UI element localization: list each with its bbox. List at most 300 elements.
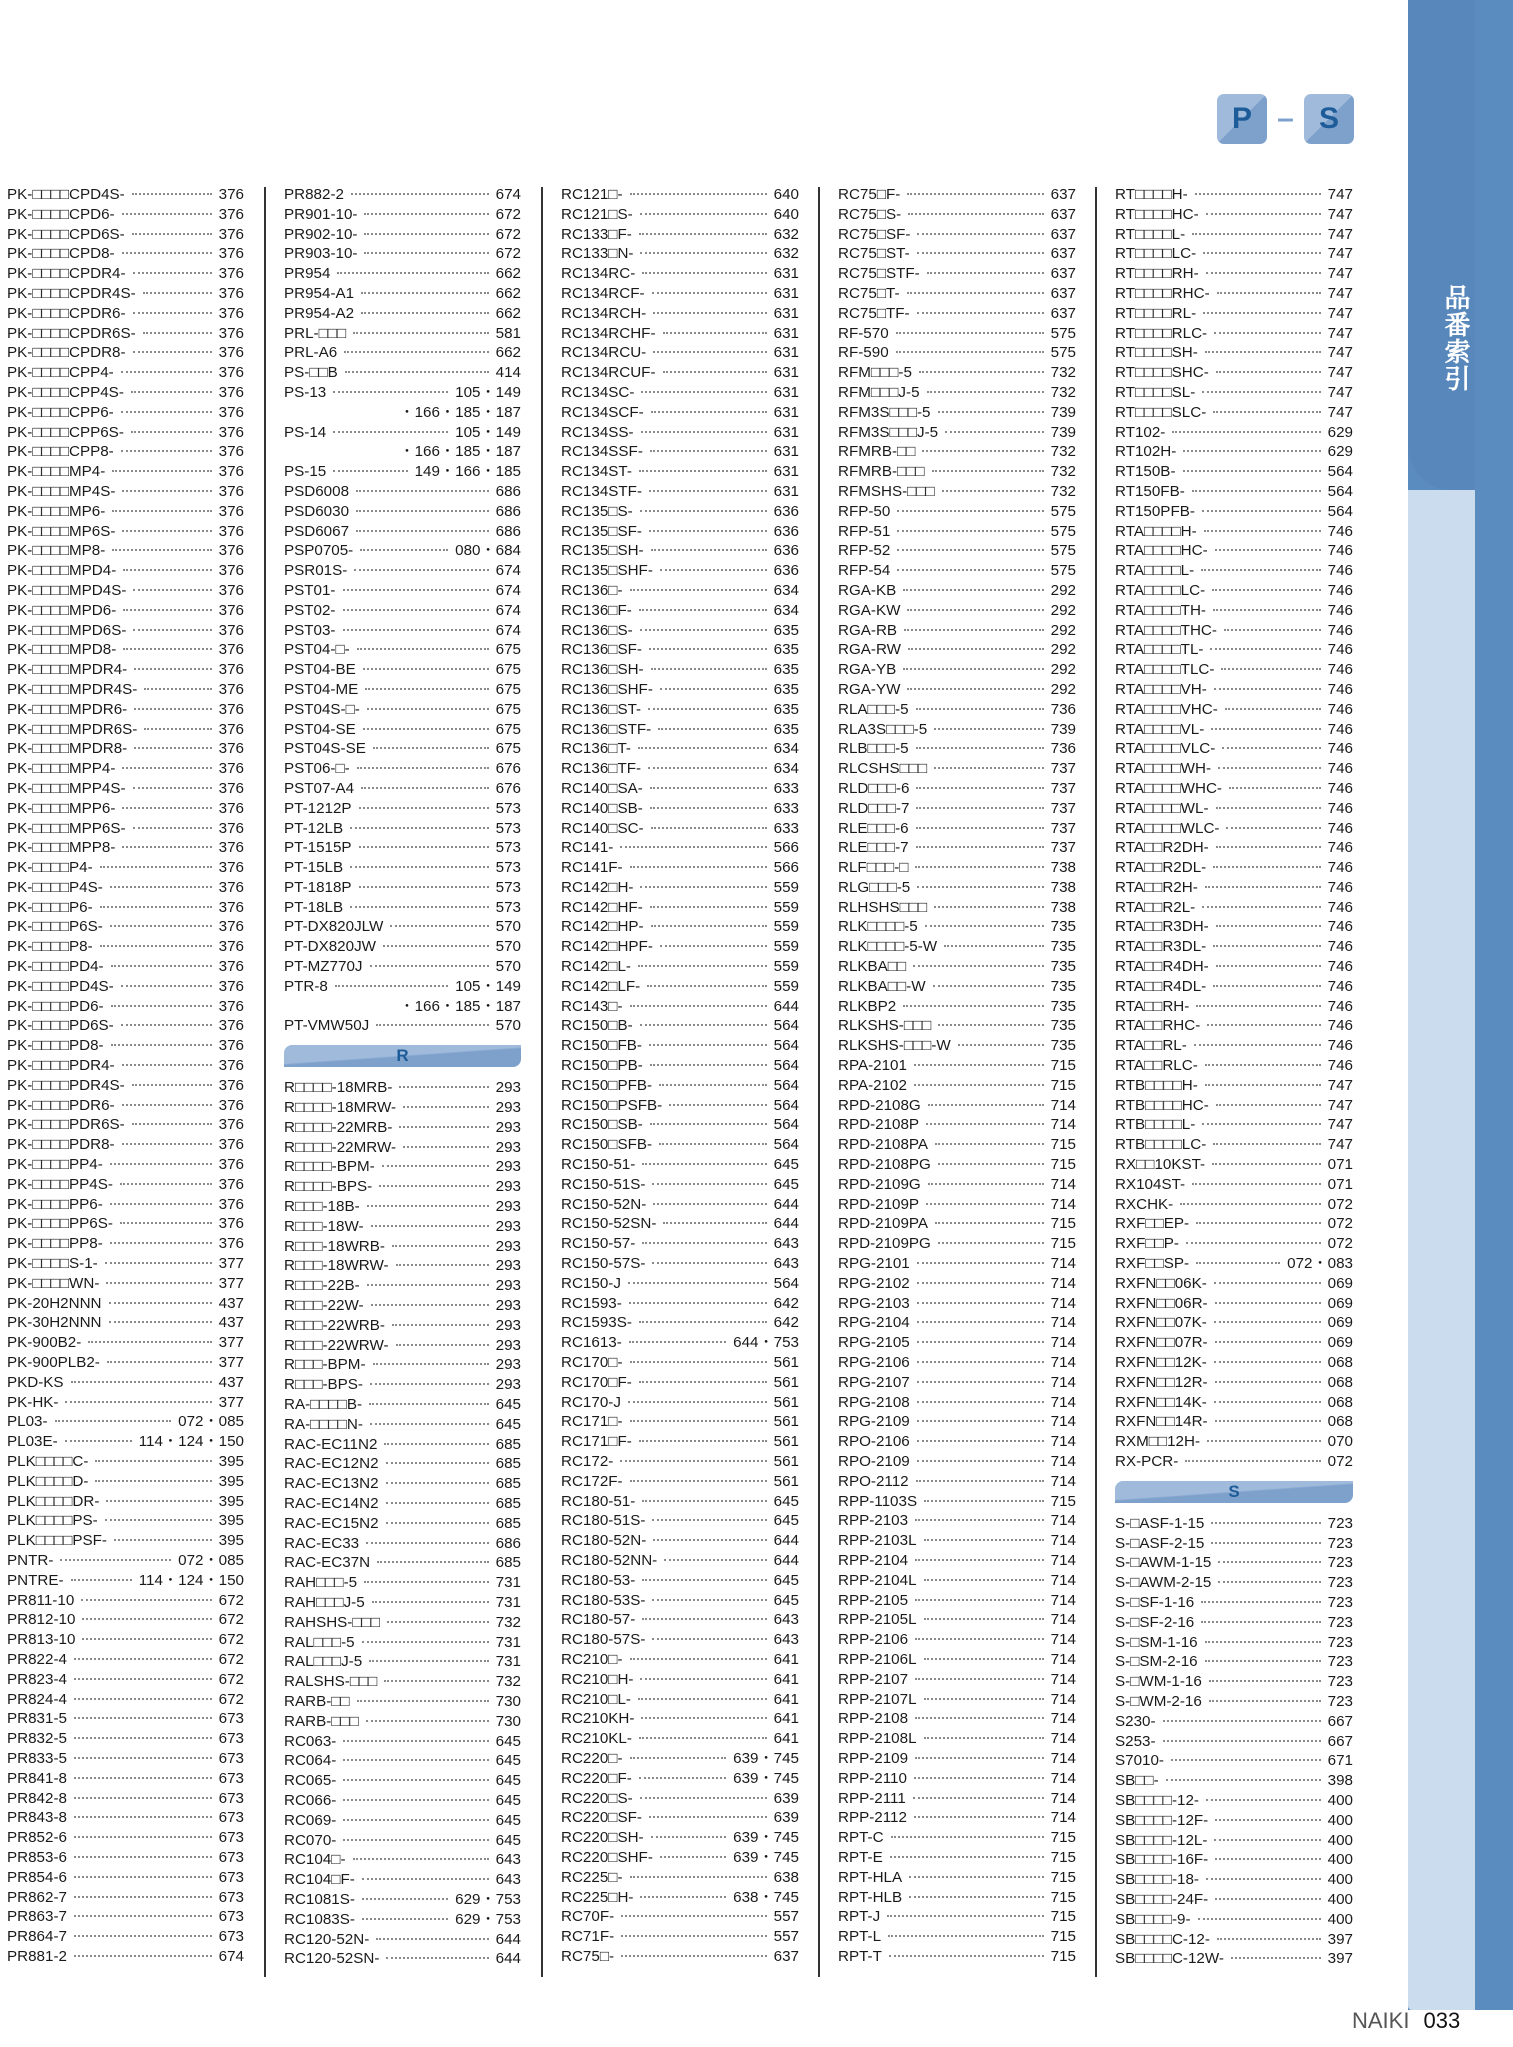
page-reference[interactable]: 746 [1327, 522, 1353, 540]
index-entry[interactable] [561, 957, 799, 977]
index-entry[interactable] [1115, 383, 1353, 403]
page-reference[interactable]: 675 [495, 661, 521, 679]
index-entry[interactable] [1115, 1910, 1353, 1930]
page-reference[interactable]: 731 [495, 1574, 521, 1592]
page-reference[interactable]: 685 [495, 1475, 521, 1493]
page-reference[interactable]: 376 [218, 1215, 244, 1233]
index-entry[interactable] [838, 779, 1076, 799]
page-reference[interactable]: 685 [495, 1435, 521, 1453]
page-reference[interactable]: 561 [773, 1433, 799, 1451]
index-entry[interactable] [7, 640, 244, 660]
page-reference[interactable]: 631 [773, 482, 799, 500]
index-entry[interactable] [561, 739, 799, 759]
index-entry[interactable] [838, 799, 1076, 819]
index-entry[interactable] [284, 1771, 521, 1791]
index-entry[interactable] [7, 898, 244, 918]
page-reference[interactable]: 674 [495, 562, 521, 580]
index-entry[interactable] [838, 403, 1076, 423]
page-reference[interactable]: 645 [495, 1791, 521, 1809]
index-entry[interactable] [561, 1135, 799, 1155]
page-reference[interactable]: 292 [1050, 661, 1076, 679]
index-entry[interactable] [7, 1511, 244, 1531]
page-reference[interactable]: 293 [495, 1297, 521, 1315]
index-entry[interactable] [838, 1670, 1076, 1690]
index-entry[interactable] [561, 898, 799, 918]
page-reference[interactable]: 069 [1327, 1274, 1353, 1292]
page-reference[interactable]: 575 [1050, 324, 1076, 342]
index-entry[interactable] [561, 343, 799, 363]
page-reference[interactable]: 645 [773, 1512, 799, 1530]
index-entry[interactable] [561, 1452, 799, 1472]
index-entry[interactable] [284, 185, 521, 205]
page-reference[interactable]: 072・083 [1287, 1255, 1353, 1273]
page-reference[interactable]: 638・745 [733, 1888, 799, 1906]
page-reference[interactable]: 376 [218, 225, 244, 243]
index-entry[interactable] [838, 522, 1076, 542]
page-reference[interactable]: 376 [218, 918, 244, 936]
page-reference[interactable]: 714 [1050, 1433, 1076, 1451]
page-reference[interactable]: 674 [218, 1947, 244, 1965]
index-entry[interactable] [1115, 1115, 1353, 1135]
index-entry[interactable] [561, 1036, 799, 1056]
index-entry[interactable] [561, 324, 799, 344]
index-entry[interactable] [838, 225, 1076, 245]
page-reference[interactable]: 376 [218, 760, 244, 778]
index-entry[interactable] [284, 304, 521, 324]
page-reference[interactable]: 746 [1327, 898, 1353, 916]
index-entry[interactable] [284, 502, 521, 522]
page-reference[interactable]: 746 [1327, 839, 1353, 857]
page-reference[interactable]: 071 [1327, 1156, 1353, 1174]
index-entry[interactable] [1115, 799, 1353, 819]
index-entry[interactable] [1115, 917, 1353, 937]
index-entry[interactable] [561, 1808, 799, 1828]
page-reference[interactable]: 397 [1327, 1950, 1353, 1968]
index-entry[interactable] [7, 225, 244, 245]
index-entry[interactable] [284, 621, 521, 641]
index-entry[interactable] [838, 1729, 1076, 1749]
page-reference[interactable]: 293 [495, 1118, 521, 1136]
page-reference[interactable]: 068 [1327, 1354, 1353, 1372]
page-reference[interactable]: 714 [1050, 1195, 1076, 1213]
index-entry[interactable] [838, 1036, 1076, 1056]
page-reference[interactable]: 400 [1327, 1890, 1353, 1908]
page-reference[interactable]: 674 [495, 601, 521, 619]
page-reference[interactable]: 633 [773, 819, 799, 837]
page-reference[interactable]: 675 [495, 680, 521, 698]
page-reference[interactable]: 746 [1327, 938, 1353, 956]
page-reference[interactable]: 746 [1327, 680, 1353, 698]
index-entry[interactable] [7, 442, 244, 462]
page-reference[interactable]: 376 [218, 1037, 244, 1055]
index-entry[interactable] [284, 1910, 521, 1930]
index-entry[interactable] [284, 739, 521, 759]
page-reference[interactable]: 636 [773, 542, 799, 560]
page-reference[interactable]: 714 [1050, 1413, 1076, 1431]
index-entry[interactable] [561, 423, 799, 443]
index-entry[interactable] [838, 1432, 1076, 1452]
index-entry[interactable] [561, 363, 799, 383]
page-reference[interactable]: 686 [495, 1534, 521, 1552]
index-entry[interactable] [561, 1650, 799, 1670]
index-entry[interactable] [7, 1828, 244, 1848]
page-reference[interactable]: 714 [1050, 1116, 1076, 1134]
index-entry[interactable] [284, 1751, 521, 1771]
index-entry[interactable] [561, 660, 799, 680]
index-entry[interactable] [561, 1571, 799, 1591]
page-reference[interactable]: 376 [218, 601, 244, 619]
page-reference[interactable]: 376 [218, 779, 244, 797]
page-reference[interactable]: 714 [1050, 1611, 1076, 1629]
page-reference[interactable]: 634 [773, 601, 799, 619]
page-reference[interactable]: 629・753 [455, 1910, 521, 1928]
page-reference[interactable]: 746 [1327, 621, 1353, 639]
page-reference[interactable]: 293 [495, 1237, 521, 1255]
index-entry[interactable] [838, 1888, 1076, 1908]
page-reference[interactable]: 730 [495, 1692, 521, 1710]
index-entry[interactable] [561, 1076, 799, 1096]
index-entry[interactable] [7, 1313, 244, 1333]
index-entry[interactable] [561, 383, 799, 403]
page-reference[interactable]: 746 [1327, 700, 1353, 718]
page-reference[interactable]: 376 [218, 324, 244, 342]
index-entry[interactable] [1115, 700, 1353, 720]
index-entry[interactable] [838, 284, 1076, 304]
page-reference[interactable]: 559 [773, 898, 799, 916]
page-reference[interactable]: 686 [495, 522, 521, 540]
index-entry[interactable] [7, 1789, 244, 1809]
index-entry[interactable] [1115, 1452, 1353, 1472]
page-reference[interactable]: 072・085 [178, 1413, 244, 1431]
index-entry[interactable] [1115, 1234, 1353, 1254]
index-entry[interactable] [7, 1670, 244, 1690]
index-entry[interactable] [838, 1610, 1076, 1630]
index-entry[interactable] [284, 225, 521, 245]
page-reference[interactable]: 564 [773, 1076, 799, 1094]
index-entry[interactable] [561, 561, 799, 581]
page-reference[interactable]: 747 [1327, 383, 1353, 401]
page-reference[interactable]: 645 [495, 1772, 521, 1790]
page-reference[interactable]: 376 [218, 641, 244, 659]
index-entry[interactable] [1115, 1514, 1353, 1534]
index-entry[interactable] [284, 1256, 521, 1276]
index-entry[interactable] [838, 640, 1076, 660]
index-entry[interactable] [7, 343, 244, 363]
index-entry[interactable] [284, 1435, 521, 1455]
page-reference[interactable]: 573 [495, 799, 521, 817]
index-entry[interactable] [561, 304, 799, 324]
index-entry[interactable] [1115, 185, 1353, 205]
page-reference[interactable]: 293 [495, 1217, 521, 1235]
page-reference[interactable]: 723 [1327, 1673, 1353, 1691]
index-entry[interactable] [561, 462, 799, 482]
page-reference[interactable]: 564 [773, 1017, 799, 1035]
index-entry[interactable] [7, 1907, 244, 1927]
page-reference[interactable]: 746 [1327, 542, 1353, 560]
index-entry[interactable] [1115, 442, 1353, 462]
index-entry[interactable] [284, 244, 521, 264]
page-reference[interactable]: 746 [1327, 562, 1353, 580]
page-reference[interactable]: 377 [218, 1334, 244, 1352]
page-reference[interactable]: 105・149 [455, 383, 521, 401]
index-entry[interactable] [7, 660, 244, 680]
page-reference[interactable]: 645 [773, 1591, 799, 1609]
index-entry[interactable] [284, 858, 521, 878]
index-entry[interactable] [1115, 541, 1353, 561]
page-reference[interactable]: 564 [1327, 463, 1353, 481]
index-entry[interactable] [838, 363, 1076, 383]
page-reference[interactable]: 400 [1327, 1871, 1353, 1889]
index-entry[interactable] [838, 1016, 1076, 1036]
index-entry[interactable] [284, 1336, 521, 1356]
page-reference[interactable]: 376 [218, 1017, 244, 1035]
page-reference[interactable]: 292 [1050, 641, 1076, 659]
page-reference[interactable]: 746 [1327, 799, 1353, 817]
page-reference[interactable]: 714 [1050, 1571, 1076, 1589]
page-reference[interactable]: 735 [1050, 1017, 1076, 1035]
index-entry[interactable] [838, 1274, 1076, 1294]
page-reference[interactable]: 376 [218, 245, 244, 263]
index-entry[interactable] [561, 1353, 799, 1373]
page-reference[interactable]: 662 [495, 344, 521, 362]
index-entry[interactable] [7, 304, 244, 324]
page-reference-continued[interactable]: ・166・185・187 [399, 443, 521, 461]
index-entry[interactable] [7, 1096, 244, 1116]
page-reference[interactable]: 747 [1327, 245, 1353, 263]
page-reference[interactable]: 377 [218, 1274, 244, 1292]
index-entry[interactable] [561, 1610, 799, 1630]
index-entry[interactable] [561, 878, 799, 898]
index-entry[interactable] [1115, 264, 1353, 284]
page-reference[interactable]: 376 [218, 522, 244, 540]
index-entry[interactable] [284, 640, 521, 660]
page-reference[interactable]: 631 [773, 443, 799, 461]
page-reference[interactable]: 105・149 [455, 977, 521, 995]
index-entry[interactable] [7, 997, 244, 1017]
page-reference[interactable]: 149・166・185 [414, 463, 521, 481]
index-entry[interactable] [1115, 621, 1353, 641]
page-reference[interactable]: 570 [495, 958, 521, 976]
index-entry[interactable] [561, 403, 799, 423]
page-reference[interactable]: 673 [218, 1809, 244, 1827]
index-entry[interactable] [561, 1868, 799, 1888]
page-reference[interactable]: 292 [1050, 680, 1076, 698]
page-reference[interactable]: 723 [1327, 1534, 1353, 1552]
index-entry[interactable] [838, 1492, 1076, 1512]
page-reference[interactable]: 736 [1050, 700, 1076, 718]
index-entry[interactable] [284, 1454, 521, 1474]
page-reference[interactable]: 376 [218, 621, 244, 639]
index-entry[interactable] [7, 700, 244, 720]
index-entry[interactable] [561, 917, 799, 937]
index-entry[interactable] [7, 561, 244, 581]
index-entry[interactable] [561, 1115, 799, 1135]
page-reference[interactable]: 634 [773, 760, 799, 778]
index-entry[interactable] [838, 383, 1076, 403]
page-reference[interactable]: 715 [1050, 1868, 1076, 1886]
page-reference[interactable]: 676 [495, 779, 521, 797]
index-entry[interactable] [284, 779, 521, 799]
page-reference[interactable]: 395 [218, 1453, 244, 1470]
index-entry[interactable] [284, 1613, 521, 1633]
index-entry[interactable] [838, 1076, 1076, 1096]
page-reference[interactable]: 293 [495, 1356, 521, 1374]
page-reference[interactable]: 714 [1050, 1472, 1076, 1490]
index-entry[interactable] [1115, 462, 1353, 482]
index-entry[interactable] [561, 759, 799, 779]
index-entry[interactable] [1115, 1313, 1353, 1333]
page-reference[interactable]: 685 [495, 1455, 521, 1473]
page-reference[interactable]: 747 [1327, 186, 1353, 203]
page-reference[interactable]: 673 [218, 1829, 244, 1847]
page-reference[interactable]: 673 [218, 1848, 244, 1866]
page-reference[interactable]: 642 [773, 1294, 799, 1312]
page-reference[interactable]: 641 [773, 1690, 799, 1708]
page-reference[interactable]: 635 [773, 641, 799, 659]
page-reference[interactable]: 675 [495, 740, 521, 758]
page-reference[interactable]: 559 [773, 918, 799, 936]
index-entry[interactable] [7, 1016, 244, 1036]
page-reference[interactable]: 643 [495, 1871, 521, 1889]
index-entry[interactable] [561, 1927, 799, 1947]
index-entry[interactable] [1115, 601, 1353, 621]
page-reference[interactable]: 714 [1050, 1512, 1076, 1530]
page-reference[interactable]: 069 [1327, 1334, 1353, 1352]
page-reference[interactable]: 735 [1050, 997, 1076, 1015]
index-entry[interactable] [7, 244, 244, 264]
index-entry[interactable] [7, 185, 244, 205]
index-entry[interactable] [7, 324, 244, 344]
index-entry[interactable] [838, 1591, 1076, 1611]
page-reference[interactable]: 072 [1327, 1195, 1353, 1213]
index-entry[interactable] [284, 1118, 521, 1138]
index-entry[interactable] [7, 759, 244, 779]
page-reference[interactable]: 637 [1050, 186, 1076, 203]
index-entry[interactable] [1115, 522, 1353, 542]
index-entry[interactable] [284, 1949, 521, 1969]
index-entry[interactable] [1115, 1692, 1353, 1712]
page-reference[interactable]: 674 [495, 581, 521, 599]
index-entry[interactable] [838, 1294, 1076, 1314]
page-reference[interactable]: 638 [773, 1868, 799, 1886]
index-entry[interactable] [838, 1769, 1076, 1789]
index-entry[interactable] [284, 799, 521, 819]
index-entry[interactable] [7, 799, 244, 819]
index-entry[interactable] [838, 838, 1076, 858]
page-reference[interactable]: 715 [1050, 1136, 1076, 1154]
page-reference[interactable]: 747 [1327, 265, 1353, 283]
index-entry[interactable] [284, 1534, 521, 1554]
index-entry[interactable] [284, 819, 521, 839]
page-reference[interactable]: 715 [1050, 1908, 1076, 1926]
page-reference[interactable]: 739 [1050, 423, 1076, 441]
page-reference[interactable]: 673 [218, 1730, 244, 1748]
page-reference[interactable]: 672 [218, 1650, 244, 1668]
page-reference[interactable]: 747 [1327, 324, 1353, 342]
index-entry[interactable] [1115, 858, 1353, 878]
page-reference[interactable]: 714 [1050, 1809, 1076, 1827]
page-reference[interactable]: 645 [773, 1175, 799, 1193]
page-reference[interactable]: 739 [1050, 720, 1076, 738]
page-reference[interactable]: 376 [218, 680, 244, 698]
index-entry[interactable] [561, 1947, 799, 1967]
page-reference[interactable]: 672 [218, 1631, 244, 1649]
page-reference[interactable]: 561 [773, 1472, 799, 1490]
index-entry[interactable] [561, 482, 799, 502]
page-reference[interactable]: 629 [1327, 423, 1353, 441]
page-reference[interactable]: 714 [1050, 1551, 1076, 1569]
page-reference[interactable]: 376 [218, 463, 244, 481]
index-entry[interactable] [284, 680, 521, 700]
page-reference[interactable]: 714 [1050, 1532, 1076, 1550]
page-reference[interactable]: 559 [773, 878, 799, 896]
index-entry[interactable] [561, 937, 799, 957]
index-entry[interactable] [7, 1432, 244, 1452]
page-reference[interactable]: 714 [1050, 1175, 1076, 1193]
page-reference[interactable]: 714 [1050, 1373, 1076, 1391]
page-reference[interactable]: 639・745 [733, 1848, 799, 1866]
index-entry[interactable] [284, 898, 521, 918]
index-entry[interactable] [561, 1155, 799, 1175]
index-entry[interactable] [7, 462, 244, 482]
index-entry[interactable] [284, 1395, 521, 1415]
index-entry[interactable] [1115, 1214, 1353, 1234]
page-reference[interactable]: 639・745 [733, 1769, 799, 1787]
page-reference[interactable]: 376 [218, 423, 244, 441]
index-entry[interactable] [1115, 1593, 1353, 1613]
page-reference[interactable]: 398 [1327, 1772, 1353, 1790]
page-reference-continued[interactable]: ・166・185・187 [399, 403, 521, 421]
index-entry[interactable] [838, 244, 1076, 264]
page-reference[interactable]: 667 [1327, 1732, 1353, 1750]
page-reference[interactable]: 376 [218, 799, 244, 817]
page-reference[interactable]: 635 [773, 700, 799, 718]
index-entry[interactable] [838, 1254, 1076, 1274]
index-entry[interactable] [561, 205, 799, 225]
page-reference[interactable]: 437 [218, 1294, 244, 1312]
index-entry[interactable] [7, 1848, 244, 1868]
index-entry[interactable] [1115, 937, 1353, 957]
page-reference[interactable]: 732 [495, 1673, 521, 1691]
index-entry[interactable] [284, 1573, 521, 1593]
page-reference[interactable]: 634 [773, 581, 799, 599]
page-reference[interactable]: 395 [218, 1532, 244, 1550]
page-reference[interactable]: 376 [218, 997, 244, 1015]
index-entry[interactable] [838, 700, 1076, 720]
page-reference[interactable]: 114・124・150 [138, 1571, 244, 1589]
index-entry[interactable] [1115, 977, 1353, 997]
index-entry[interactable] [838, 185, 1076, 205]
index-entry[interactable] [1115, 878, 1353, 898]
index-entry[interactable] [284, 1177, 521, 1197]
index-entry[interactable] [838, 1234, 1076, 1254]
index-entry[interactable] [284, 264, 521, 284]
index-entry[interactable] [7, 977, 244, 997]
index-entry[interactable] [1115, 1076, 1353, 1096]
index-entry[interactable] [284, 324, 521, 344]
index-entry[interactable] [561, 1690, 799, 1710]
index-entry[interactable] [561, 244, 799, 264]
page-reference[interactable]: 400 [1327, 1851, 1353, 1869]
index-entry[interactable] [7, 1036, 244, 1056]
index-entry[interactable] [284, 561, 521, 581]
page-reference[interactable]: 644・753 [733, 1334, 799, 1352]
index-entry[interactable] [561, 1769, 799, 1789]
page-reference[interactable]: 635 [773, 720, 799, 738]
page-reference[interactable]: 715 [1050, 1888, 1076, 1906]
page-reference[interactable]: 080・684 [455, 542, 521, 560]
page-reference[interactable]: 068 [1327, 1413, 1353, 1431]
